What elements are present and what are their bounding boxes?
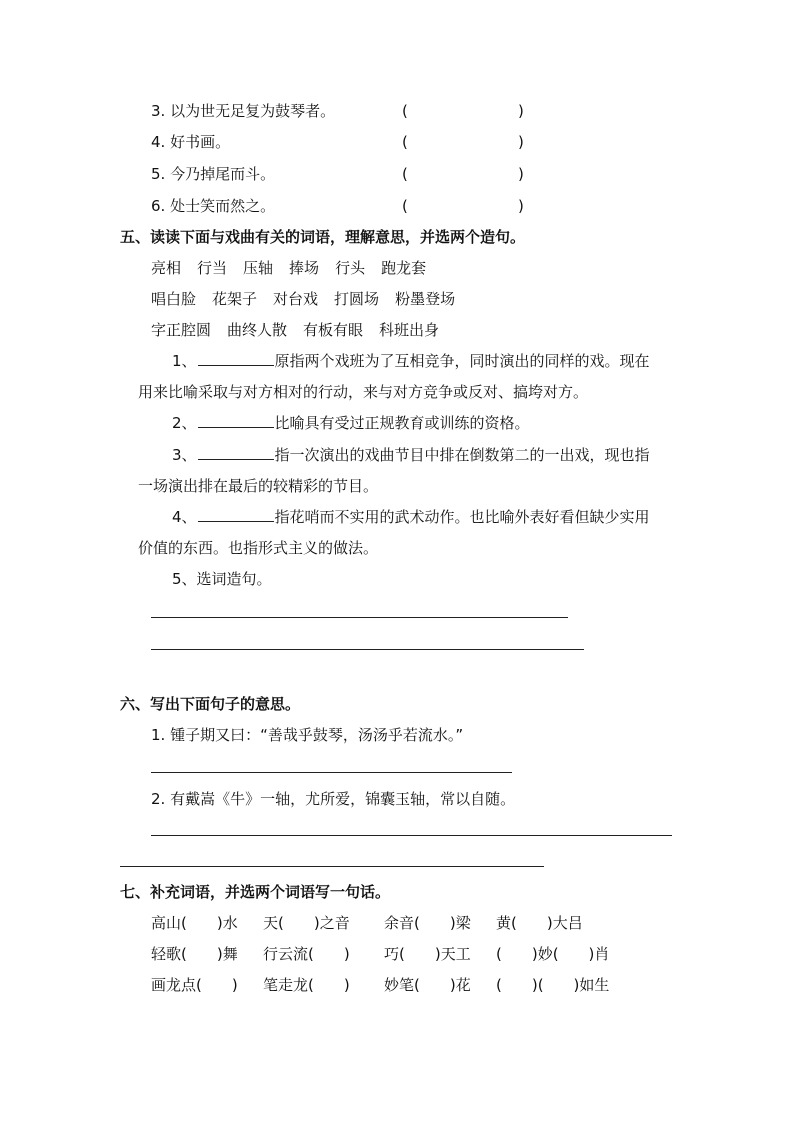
idiom-12: ( )( )如生	[496, 976, 610, 994]
word: 字正腔圆	[151, 321, 212, 339]
question-number: 1、	[172, 352, 197, 370]
word: 科班出身	[379, 321, 440, 339]
word: 对台戏	[273, 290, 319, 308]
word: 曲终人散	[227, 321, 288, 339]
answer-line[interactable]	[151, 835, 672, 836]
question-2	[172, 413, 530, 433]
word: 有板有眼	[303, 321, 364, 339]
question-text: 比喻具有受过正规教育或训练的资格。	[274, 414, 530, 432]
answer-blank[interactable]	[198, 351, 274, 366]
section4-item-5: 5. 今乃掉尾而斗。	[151, 165, 276, 183]
word: 压轴	[243, 259, 274, 277]
answer-line[interactable]	[120, 866, 544, 867]
idiom-2: 天( )之音	[263, 914, 350, 932]
answer-blank[interactable]	[198, 413, 274, 428]
question-text: 原指两个戏班为了互相竞争，同时演出的同样的戏。现在	[274, 352, 650, 370]
question-1	[172, 351, 650, 371]
word: 唱白脸	[151, 290, 197, 308]
idiom-9: 画龙点( )	[151, 976, 238, 994]
question-1-continued: 用来比喻采取与对方相对的行动，来与对方竞争或反对、搞垮对方。	[138, 383, 589, 401]
idiom-4: 黄( )大吕	[496, 914, 583, 932]
paren-close: )	[518, 102, 524, 120]
word-row-1	[151, 258, 442, 278]
word-row-3	[151, 320, 455, 340]
section4-item-4: 4. 好书画。	[151, 133, 231, 151]
question-number: 3、	[172, 446, 197, 464]
idiom-6: 行云流( )	[263, 945, 350, 963]
idiom-10: 笔走龙( )	[263, 976, 350, 994]
section6-title: 六、写出下面句子的意思。	[120, 695, 301, 713]
question-4	[172, 507, 650, 527]
word: 粉墨登场	[395, 290, 456, 308]
question-text: 指一次演出的戏曲节目中排在倒数第二的一出戏，现也指	[274, 446, 650, 464]
answer-blank[interactable]	[198, 445, 274, 460]
word: 跑龙套	[381, 259, 427, 277]
paren-open: (	[402, 102, 408, 120]
word: 行当	[197, 259, 228, 277]
question-text: 指花哨而不实用的武术动作。也比喻外表好看但缺少实用	[274, 508, 650, 526]
paren-close: )	[518, 133, 524, 151]
idiom-1: 高山( )水	[151, 914, 238, 932]
answer-line[interactable]	[151, 772, 512, 773]
answer-blank[interactable]	[198, 507, 274, 522]
word: 打圆场	[334, 290, 380, 308]
word: 花架子	[212, 290, 258, 308]
word: 捧场	[289, 259, 320, 277]
idiom-8: ( )妙( )肖	[496, 945, 610, 963]
question-number: 2、	[172, 414, 197, 432]
word: 亮相	[151, 259, 182, 277]
idiom-11: 妙笔( )花	[384, 976, 471, 994]
sentence-2: 2. 有戴嵩《牛》一轴，尤所爱，锦囊玉轴，常以自随。	[151, 790, 516, 808]
section7-title: 七、补充词语，并选两个词语写一句话。	[120, 883, 391, 901]
section5-title: 五、读读下面与戏曲有关的词语，理解意思，并选两个造句。	[120, 228, 526, 246]
question-4-continued: 价值的东西。也指形式主义的做法。	[138, 539, 379, 557]
section4-item-6: 6. 处士笑而然之。	[151, 197, 276, 215]
question-3	[172, 445, 650, 465]
idiom-7: 巧( )天工	[384, 945, 471, 963]
answer-line[interactable]	[151, 617, 568, 618]
word: 行头	[335, 259, 366, 277]
paren-close: )	[518, 165, 524, 183]
question-number: 4、	[172, 508, 197, 526]
paren-open: (	[402, 133, 408, 151]
word-row-2	[151, 289, 471, 309]
sentence-1: 1. 锺子期又曰：“善哉乎鼓琴，汤汤乎若流水。”	[151, 726, 464, 744]
paren-close: )	[518, 197, 524, 215]
answer-line[interactable]	[151, 649, 584, 650]
idiom-5: 轻歌( )舞	[151, 945, 238, 963]
paren-open: (	[402, 197, 408, 215]
question-3-continued: 一场演出排在最后的较精彩的节目。	[138, 477, 379, 495]
idiom-3: 余音( )梁	[384, 914, 471, 932]
paren-open: (	[402, 165, 408, 183]
section4-item-3: 3. 以为世无足复为鼓琴者。	[151, 102, 336, 120]
question-5: 5、选词造句。	[172, 570, 272, 588]
